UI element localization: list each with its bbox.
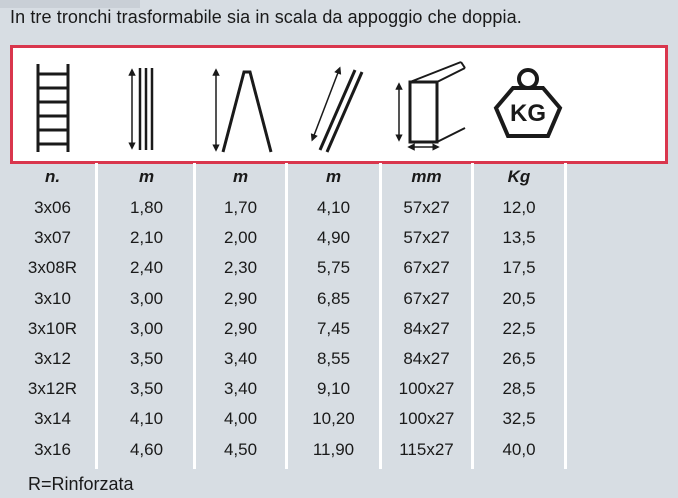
column-header: mm xyxy=(411,167,442,186)
column-header: m xyxy=(325,167,342,186)
table-cell: 3,00 xyxy=(129,288,164,308)
model-column xyxy=(10,163,98,469)
table-cell: 84x27 xyxy=(403,349,450,368)
table-cell: 67x27 xyxy=(403,288,450,308)
ladder-icon xyxy=(38,64,68,152)
table-cell: 3,40 xyxy=(223,349,258,368)
table-cell: 1,80 xyxy=(129,198,164,217)
profile-column xyxy=(382,163,474,469)
table-cell: 2,10 xyxy=(129,228,164,248)
table-cell: 3x12 xyxy=(34,349,71,368)
table-cell: 57x27 xyxy=(403,198,450,217)
table-cell: 22,5 xyxy=(502,318,536,338)
table-cell: 2,90 xyxy=(223,288,258,308)
table-cell: 67x27 xyxy=(403,258,450,278)
table-cell: 4,60 xyxy=(129,439,164,459)
table-cell: 3x07 xyxy=(34,228,71,248)
double-height-column xyxy=(196,163,288,469)
table-cell: 4,10 xyxy=(316,198,351,217)
table-cell: 3x16 xyxy=(34,439,71,459)
table-cell: 4,50 xyxy=(223,439,258,459)
weight-label: KG xyxy=(510,100,546,127)
table-cell: 1,70 xyxy=(223,198,258,217)
table-cell: 13,5 xyxy=(502,228,536,248)
table-cell: 28,5 xyxy=(502,379,536,399)
table-cell: 3x08R xyxy=(27,258,78,278)
table-cell: 5,75 xyxy=(316,258,351,278)
table-cell: 4,00 xyxy=(223,409,258,429)
table-cell: 100x27 xyxy=(398,409,455,429)
weight-column xyxy=(474,163,567,469)
table-cell: 11,90 xyxy=(312,439,355,459)
table-cell: 3x10R xyxy=(27,318,78,338)
table-cell: 6,85 xyxy=(316,288,351,308)
spec-table xyxy=(10,163,570,469)
icon-strip xyxy=(10,45,668,164)
table-cell: 20,5 xyxy=(502,288,536,308)
table-cell: 26,5 xyxy=(502,349,536,368)
table-cell: 2,30 xyxy=(223,258,258,278)
table-cell: 3x06 xyxy=(34,198,71,217)
table-cell: 10,20 xyxy=(312,409,355,429)
table-cell: 3,50 xyxy=(129,379,164,399)
table-cell: 3,50 xyxy=(129,349,164,368)
table-cell: 57x27 xyxy=(403,228,450,248)
table-cell: 3,40 xyxy=(223,379,258,399)
caption: In tre tronchi trasformabile sia in scala da appoggio che doppia. xyxy=(10,7,522,27)
table-cell: 40,0 xyxy=(502,439,536,459)
column-header: n. xyxy=(44,167,61,186)
closed-height-column xyxy=(100,163,196,469)
extended-length-icon xyxy=(313,70,362,152)
profile-section-icon xyxy=(399,62,465,147)
table-cell: 8,55 xyxy=(316,349,351,368)
table-cell: 2,40 xyxy=(129,258,164,278)
weight-icon xyxy=(496,70,560,136)
table-cell: 9,10 xyxy=(316,379,351,399)
table-cell: 3x12R xyxy=(27,379,78,399)
column-header: m xyxy=(138,167,155,186)
table-cell: 32,5 xyxy=(502,409,536,429)
extended-length-column xyxy=(288,163,382,469)
table-cell: 7,45 xyxy=(316,318,351,338)
table-cell: 3x10 xyxy=(34,288,71,308)
table-cell: 4,90 xyxy=(316,228,351,248)
table-cell: 84x27 xyxy=(403,318,450,338)
closed-height-icon xyxy=(132,68,152,150)
table-cell: 3x14 xyxy=(34,409,71,429)
table-cell: 2,90 xyxy=(223,318,258,338)
column-header: Kg xyxy=(507,167,531,186)
table-cell: 12,0 xyxy=(502,198,536,217)
table-cell: 115x27 xyxy=(399,439,454,459)
table-cell: 4,10 xyxy=(129,409,164,429)
table-cell: 17,5 xyxy=(502,258,536,278)
table-cell: 100x27 xyxy=(398,379,455,399)
double-ladder-icon xyxy=(216,72,271,152)
table-cell: 3,00 xyxy=(129,318,164,338)
column-header: m xyxy=(232,167,249,186)
footer-note: R=Rinforzata xyxy=(28,474,134,494)
table-cell: 2,00 xyxy=(223,228,258,248)
